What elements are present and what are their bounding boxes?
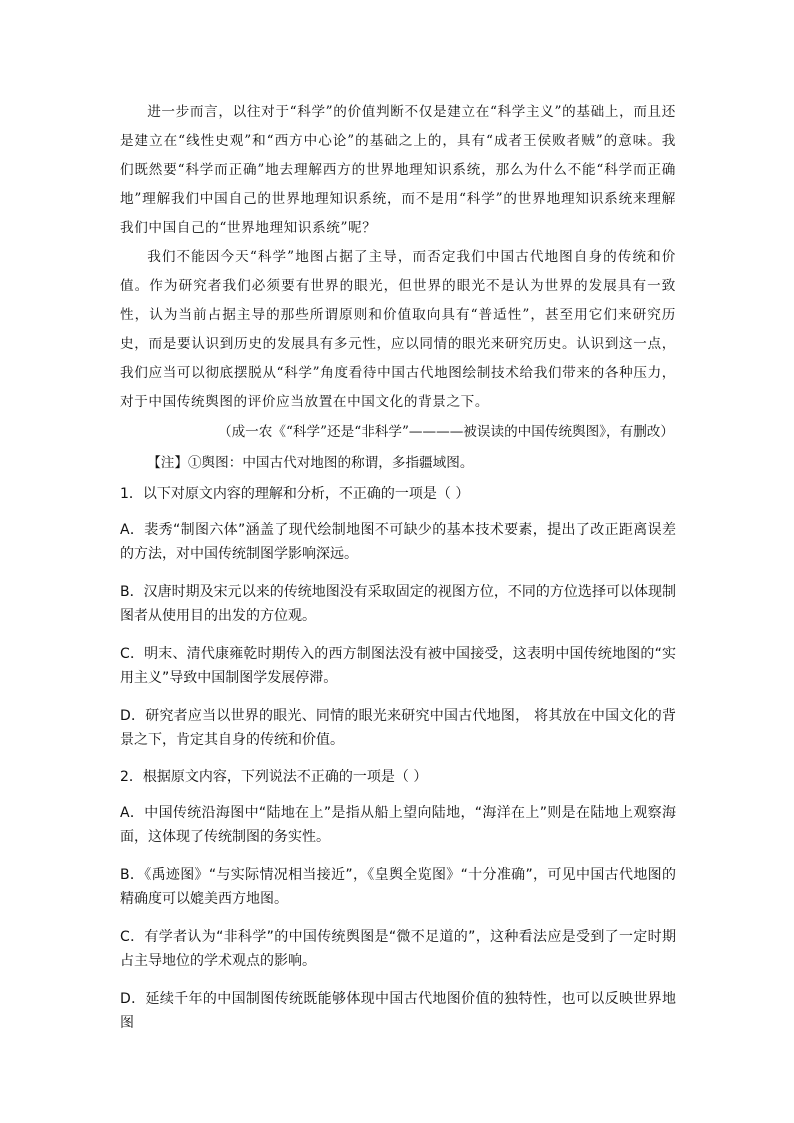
document-page	[120, 98, 676, 1049]
question-2-option-a: A．中国传统沿海图中“陆地在上”是指从船上望向陆地，“海洋在上”则是在陆地上观察海面，这体现了传统制图的务实性。	[120, 805, 676, 845]
question-1-option-b: B．汉唐时期及宋元以来的传统地图没有采取固定的视图方位，不同的方位选择可以体现制图者从使用目的出发的方位观。	[120, 584, 676, 624]
passage-source: （成一农《“科学”还是“非科学”————被误读的中国传统舆图》，有删改）	[218, 424, 674, 440]
question-2-option-c: C．有学者认为“非科学”的中国传统舆图是“微不足道的”，这种看法应是受到了一定时期占主导地位的学术观点的影响。	[120, 929, 676, 969]
passage-note: 【注】①舆图：中国古代对地图的称谓，多指疆域图。	[147, 455, 474, 471]
question-1	[120, 483, 676, 752]
question-2	[120, 766, 676, 1035]
question-1-stem: 1．以下对原文内容的理解和分析，不正确的一项是（ ）	[120, 486, 470, 502]
question-1-option-d: D．研究者应当以世界的眼光、同情的眼光来研究中国古代地图， 将其放在中国文化的背景之下，肯定其自身的传统和价值。	[120, 708, 676, 748]
question-2-option-d: D．延续千年的中国制图传统既能够体现中国古代地图价值的独特性，也可以反映世界地图	[120, 991, 676, 1031]
question-1-option-c: C．明末、清代康雍乾时期传入的西方制图法没有被中国接受，这表明中国传统地图的“实用主义”导致中国制图学发展停滞。	[120, 646, 676, 686]
question-2-stem: 2．根据原文内容，下列说法不正确的一项是（ ）	[120, 769, 428, 785]
question-1-option-a: A．裴秀“制图六体”涵盖了现代绘制地图不可缺少的基本技术要素，提出了改正距离误差的方法，对中国传统制图学影响深远。	[120, 522, 676, 562]
passage-paragraph-1: 进一步而言，以往对于“科学”的价值判断不仅是建立在“科学主义”的基础上，而且还是建立在“线性史观”和“西方中心论”的基础之上的，具有“成者王侯败者贼”的意味。我们既然要“科学而正确”地去理解西方的世界地理知识系统，那么为什么不能“科学而正确地”理解我们中国自己的世界地理知识系统，而不是用“科学”的世界地理知识系统来理解我们中国自己的“世界地理知识系统”呢？	[120, 104, 676, 236]
reading-passage	[120, 98, 676, 417]
passage-paragraph-2: 我们不能因今天“科学”地图占据了主导，而否定我们中国古代地图自身的传统和价值。作为研究者我们必须要有世界的眼光，但世界的眼光不是认为世界的发展具有一致性，认为当前占据主导的那些所谓原则和价值取向具有“普适性”，甚至用它们来研究历史，而是要认识到历史的发展具有多元性，应以同情的眼光来研究历史。认识到这一点，我们应当可以彻底摆脱从“科学”角度看待中国古代地图绘制技术给我们带来的各种压力，对于中国传统舆图的评价应当放置在中国文化的背景之下。	[120, 249, 676, 410]
question-2-option-b: B．《禹迹图》“与实际情况相当接近”，《皇舆全览图》“十分准确”，可见中国古代地图的精确度可以媲美西方地图。	[120, 867, 676, 907]
